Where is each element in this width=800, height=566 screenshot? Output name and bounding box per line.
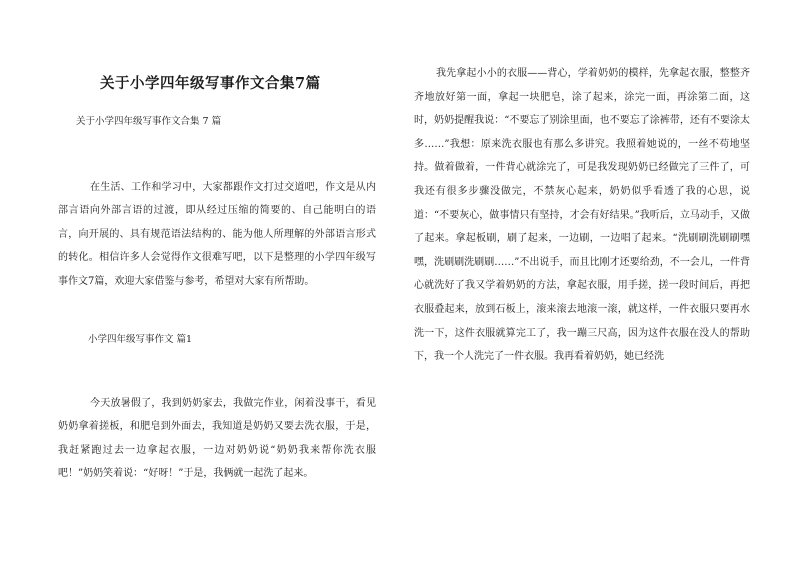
story-paragraph-1: 今天放暑假了，我到奶奶家去，我做完作业，闲着没事干，看见奶奶拿着搓板，和肥皂到外面去，我知道是奶奶又要去洗衣服，于是，我赶紧跑过去一边拿起衣服，一边对奶奶说“奶奶我来帮你洗衣服吧！”奶奶笑着说：“好呀！”于是，我俩就一起洗了起来。	[58, 398, 376, 480]
story-paragraph-2: 我先拿起小小的衣服——背心，学着奶奶的模样，先拿起衣服，整整齐齐地放好第一面，拿起一块肥皂，涂了起来，涂完一面，再涂第二面，这时，奶奶提醒我说：“不要忘了别涂里面，也不要忘了涂裤带，还有不要涂太多……”我想：原来洗衣服也有那么多讲究。我照着她说的，一丝不苟地坚持。做着做着，一件背心就涂完了，可是我发现奶奶已经做完了三件了，可我还有很多步骤没做完，不禁灰心起来，奶奶似乎看透了我的心思，说道：“不要灰心，做事情只有坚持，才会有好结果。”我听后，立马动手，又做了起来。拿起板刷，刷了起来，一边刷，一边唱了起来。“洗刷刷洗刷刷嘿嘿，洗刷刷洗刷刷……”不出说手，而且比刚才还要给劲，不一会儿，一件背心就洗好了我又学着奶奶的方法，拿起衣服，用手搓，搓一段时间后，再把衣服叠起来，放到石板上，滚来滚去地滚一滚，就这样，一件衣服只要再水洗一下，这件衣服就算完工了，我一蹦三尺高，因为这件衣服在没人的帮助下，我一个人洗完了一件衣服。我再看着奶奶，她已经洗	[414, 68, 750, 363]
document-subtitle: 关于小学四年级写事作文合集 7 篇	[76, 116, 222, 127]
intro-paragraph: 在生活、工作和学习中，大家都跟作文打过交道吧，作文是从内部言语向外部言语的过渡，即从经过压缩的简要的、自己能明白的语言，向开展的、具有规范语法结构的、能为他人所理解的外部语言形式的转化。相信许多人会觉得作文很难写吧，以下是整理的小学四年级写事作文7篇，欢迎大家借鉴与参考，希望对大家有所帮助。	[58, 182, 376, 287]
section-heading: 小学四年级写事作文 篇1	[88, 334, 193, 345]
document-title: 关于小学四年级写事作文合集7篇	[100, 75, 321, 92]
